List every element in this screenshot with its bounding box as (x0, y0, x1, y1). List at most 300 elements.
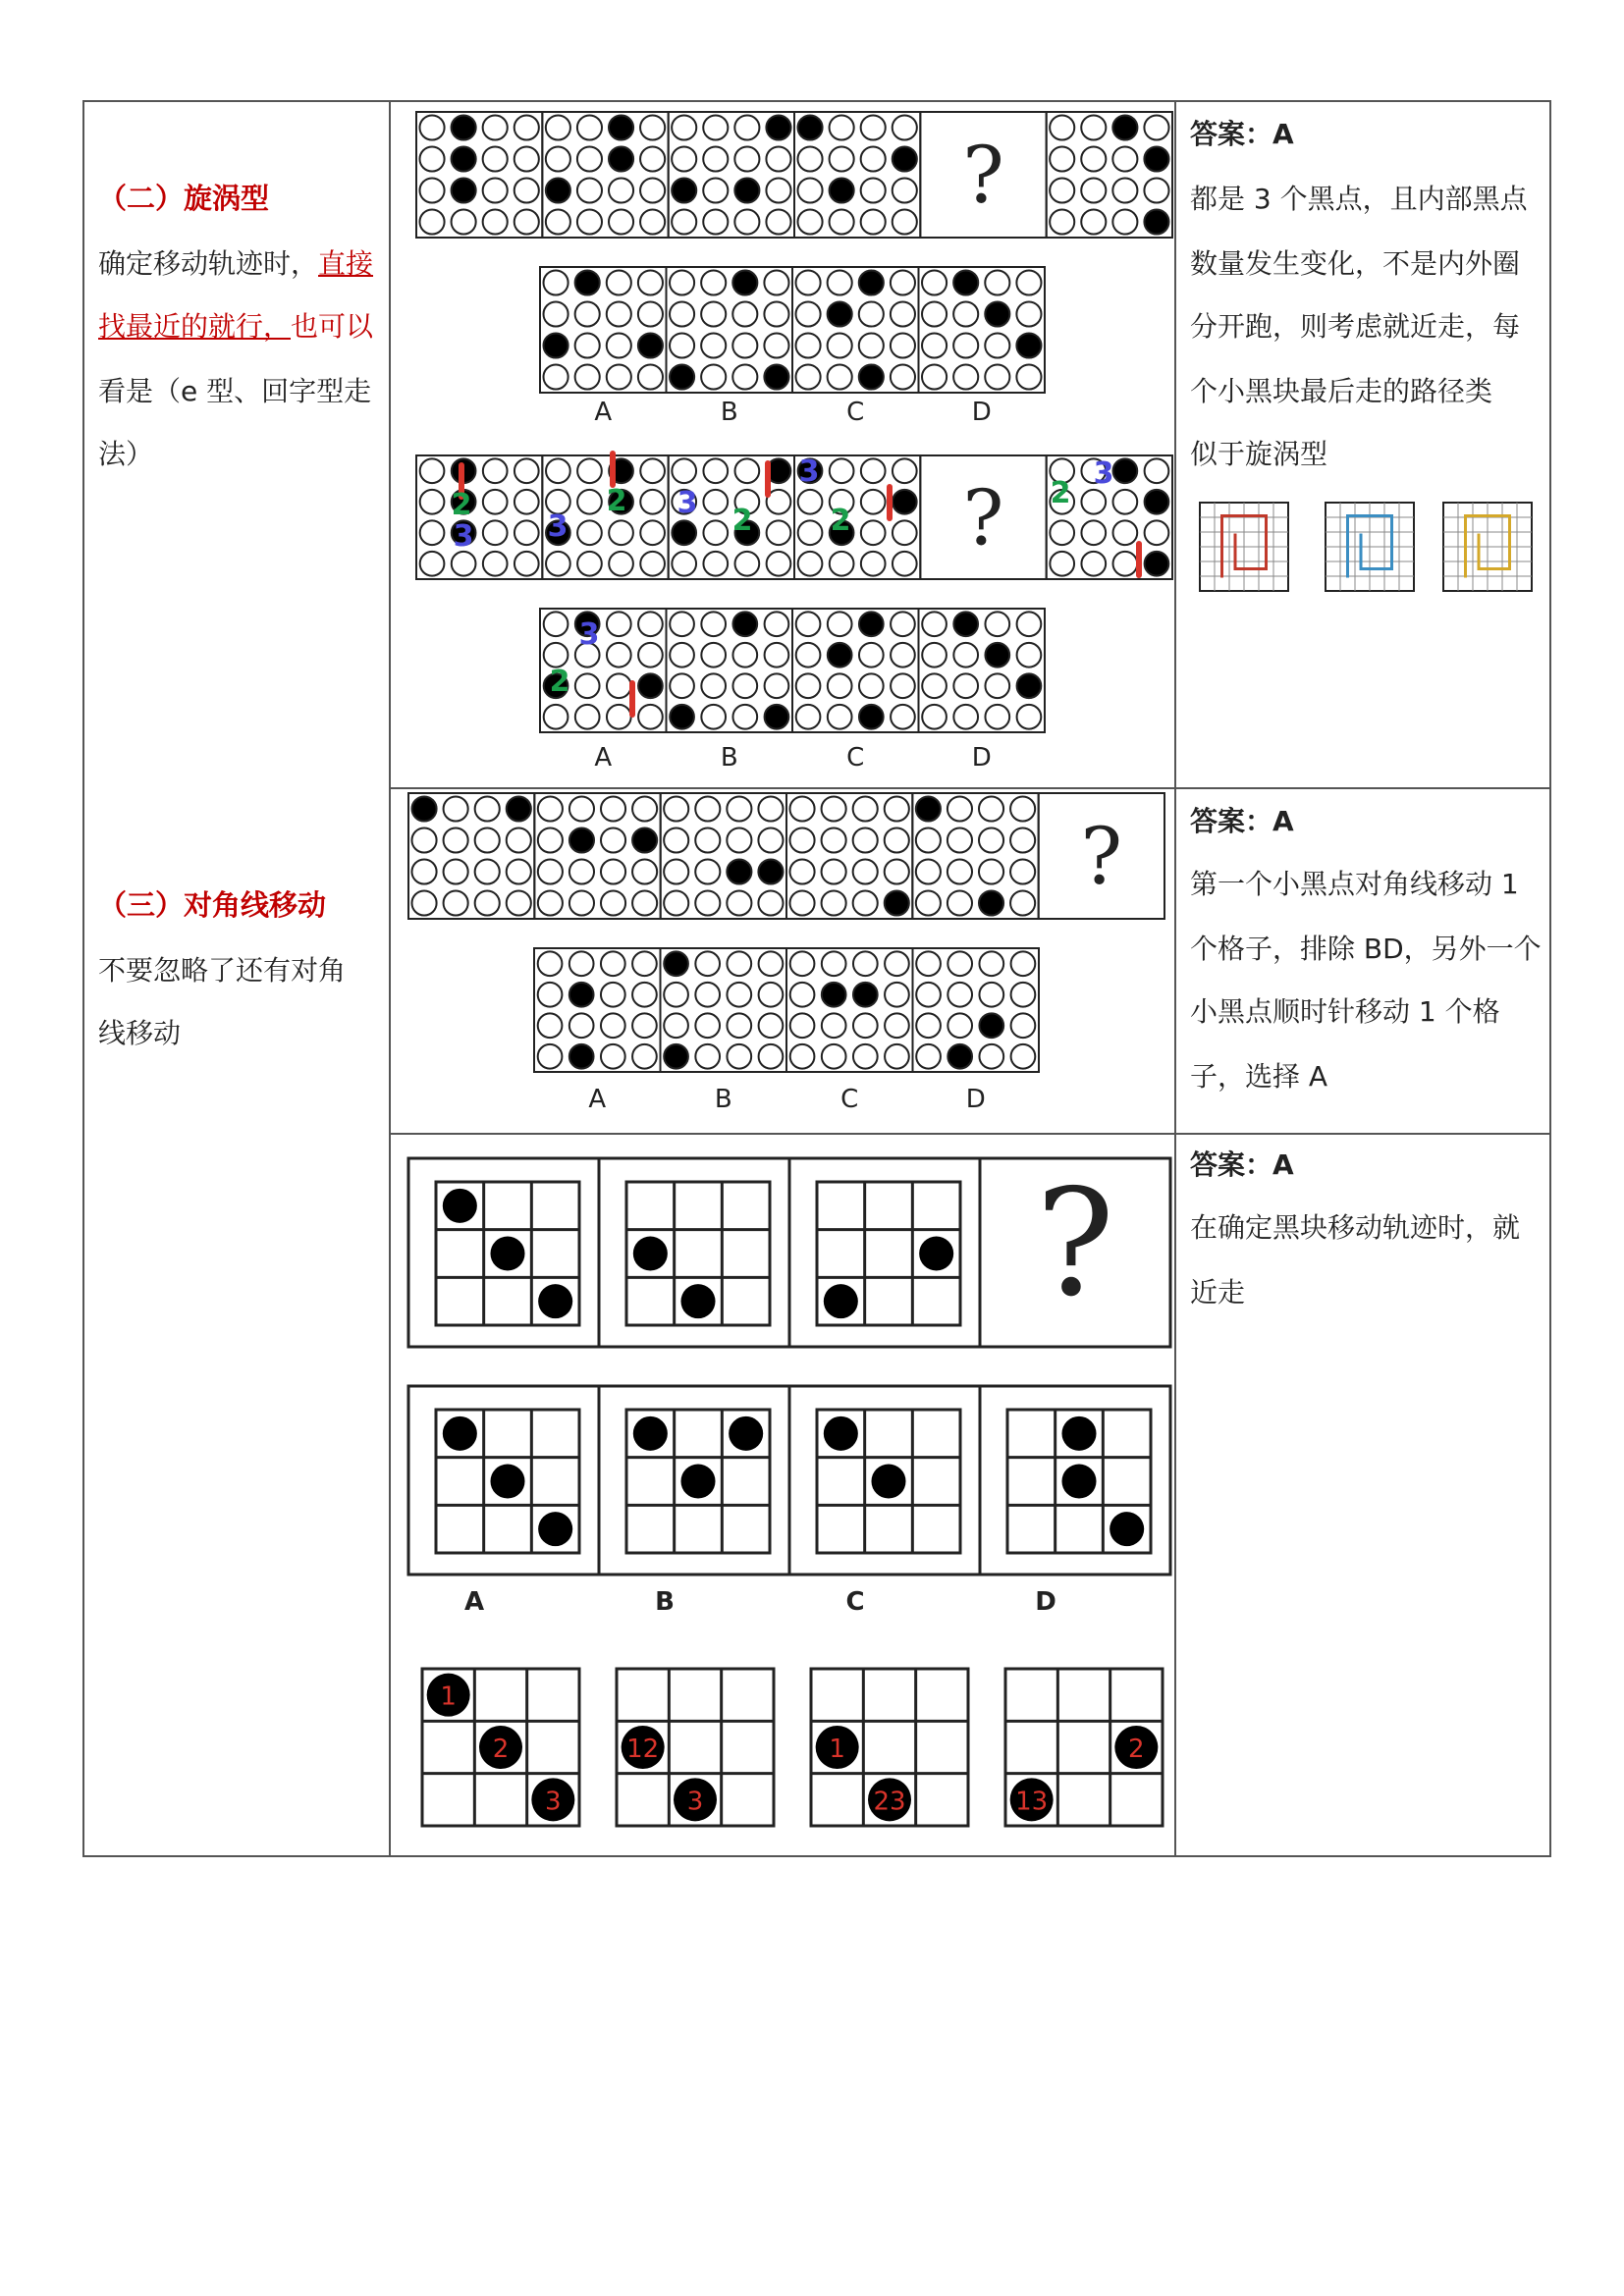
empty-dot (444, 890, 468, 915)
empty-dot (727, 1044, 751, 1069)
empty-dot (638, 301, 663, 326)
black-dot (1061, 1464, 1096, 1498)
empty-dot (732, 333, 757, 357)
empty-dot (609, 552, 633, 576)
empty-dot (953, 643, 978, 667)
empty-dot (632, 951, 657, 976)
option-label-c: C (845, 1587, 865, 1617)
answer-2-line-4: 子，选择 A (1190, 1060, 1328, 1093)
filled-dot (766, 115, 790, 139)
black-dot (680, 1284, 715, 1318)
empty-dot (922, 643, 947, 667)
black-dot (538, 1284, 572, 1318)
empty-dot (609, 520, 633, 545)
filled-dot (947, 1044, 972, 1069)
option-label-b: B (714, 1085, 732, 1114)
answer-1-line-4: 个小黑块最后走的路径类 (1190, 375, 1493, 407)
empty-dot (891, 612, 915, 636)
empty-dot (703, 520, 728, 545)
empty-dot (885, 859, 909, 883)
empty-dot (544, 301, 568, 326)
empty-dot (632, 890, 657, 915)
empty-dot (607, 301, 631, 326)
empty-dot (452, 552, 476, 576)
filled-dot (672, 520, 696, 545)
empty-dot (664, 1013, 688, 1038)
empty-dot (577, 115, 602, 139)
filled-dot (734, 178, 759, 202)
filled-dot (1145, 552, 1169, 576)
filled-dot (452, 146, 476, 171)
empty-dot (577, 178, 602, 202)
empty-dot (1081, 552, 1106, 576)
empty-dot (420, 520, 445, 545)
filled-dot (632, 828, 657, 852)
filled-dot (638, 673, 663, 698)
filled-dot (1144, 209, 1168, 234)
empty-dot (765, 612, 789, 636)
empty-dot (767, 520, 791, 545)
empty-dot (577, 490, 602, 514)
empty-dot (1016, 364, 1041, 389)
empty-dot (1010, 890, 1035, 915)
empty-dot (444, 796, 468, 821)
answer-3-title: 答案：A (1190, 1148, 1294, 1181)
empty-dot (703, 490, 728, 514)
empty-dot (1017, 643, 1042, 667)
empty-dot (695, 983, 720, 1007)
empty-dot (544, 612, 568, 636)
empty-dot (701, 270, 726, 294)
empty-dot (828, 333, 852, 357)
empty-dot (695, 1044, 720, 1069)
empty-dot (796, 301, 821, 326)
black-dot (919, 1236, 953, 1270)
filled-dot (953, 270, 978, 294)
empty-dot (922, 333, 947, 357)
empty-dot (569, 1013, 594, 1038)
filled-dot (859, 270, 884, 294)
empty-dot (507, 828, 531, 852)
empty-dot (601, 1044, 625, 1069)
step-number: 1 (440, 1682, 457, 1712)
blue-marker: 3 (677, 486, 698, 520)
answer-1-line-2: 数量发生变化，不是内外圈 (1190, 247, 1521, 280)
empty-dot (789, 796, 814, 821)
answer-3-line-2: 近走 (1190, 1276, 1246, 1308)
empty-dot (664, 828, 688, 852)
empty-dot (546, 115, 570, 139)
empty-dot (1113, 552, 1138, 576)
empty-dot (916, 890, 941, 915)
option-label-c: C (840, 1085, 859, 1114)
filled-dot (859, 364, 884, 389)
section-3-line-2: 线移动 (98, 1017, 182, 1049)
empty-dot (953, 333, 978, 357)
empty-dot (483, 520, 508, 545)
empty-dot (922, 270, 947, 294)
option-label-a: A (463, 1587, 485, 1617)
empty-dot (538, 983, 563, 1007)
empty-dot (893, 178, 917, 202)
empty-dot (640, 520, 665, 545)
option-label-b: B (720, 398, 738, 427)
empty-dot (861, 520, 886, 545)
empty-dot (483, 552, 508, 576)
empty-dot (796, 333, 821, 357)
empty-dot (861, 490, 886, 514)
empty-dot (664, 859, 688, 883)
empty-dot (475, 796, 500, 821)
empty-dot (1011, 951, 1036, 976)
empty-dot (797, 146, 822, 171)
empty-dot (638, 705, 663, 729)
empty-dot (670, 333, 694, 357)
empty-dot (796, 705, 821, 729)
empty-dot (789, 890, 814, 915)
filled-dot (1112, 115, 1137, 139)
option-label-a: A (594, 398, 613, 427)
section-2-line-3: 看是（e 型、回字型走 (98, 375, 372, 407)
empty-dot (797, 209, 822, 234)
black-dot (729, 1416, 763, 1451)
empty-dot (514, 552, 539, 576)
filled-dot (830, 178, 854, 202)
empty-dot (979, 828, 1003, 852)
empty-dot (922, 612, 947, 636)
empty-dot (1081, 178, 1106, 202)
empty-dot (1010, 828, 1035, 852)
empty-dot (1081, 209, 1106, 234)
empty-dot (695, 828, 720, 852)
empty-dot (727, 1013, 751, 1038)
empty-dot (695, 951, 720, 976)
filled-dot (727, 859, 751, 883)
empty-dot (483, 209, 508, 234)
empty-dot (514, 178, 539, 202)
filled-dot (1017, 673, 1042, 698)
empty-dot (893, 209, 917, 234)
empty-dot (601, 828, 625, 852)
empty-dot (853, 1013, 878, 1038)
empty-dot (797, 178, 822, 202)
empty-dot (475, 828, 500, 852)
empty-dot (569, 951, 594, 976)
empty-dot (695, 859, 720, 883)
empty-dot (632, 1013, 657, 1038)
empty-dot (544, 643, 568, 667)
empty-dot (885, 1044, 909, 1069)
step-number: 3 (545, 1787, 562, 1817)
black-dot (443, 1416, 477, 1451)
empty-dot (922, 673, 947, 698)
filled-dot (664, 951, 688, 976)
filled-dot (758, 859, 783, 883)
empty-dot (672, 209, 696, 234)
empty-dot (1017, 705, 1042, 729)
empty-dot (885, 796, 909, 821)
empty-dot (703, 458, 728, 483)
empty-dot (758, 796, 783, 821)
empty-dot (727, 951, 751, 976)
empty-dot (727, 983, 751, 1007)
empty-dot (475, 859, 500, 883)
filled-dot (452, 178, 476, 202)
empty-dot (670, 270, 694, 294)
step-number: 13 (1015, 1787, 1049, 1817)
section-2-title: （二）旋涡型 (98, 182, 270, 215)
empty-dot (766, 209, 790, 234)
empty-dot (985, 333, 1009, 357)
green-marker: 2 (731, 504, 753, 538)
empty-dot (789, 859, 814, 883)
empty-dot (672, 115, 696, 139)
empty-dot (483, 490, 508, 514)
black-dot (680, 1464, 715, 1498)
empty-dot (859, 673, 884, 698)
empty-dot (947, 890, 972, 915)
empty-dot (544, 270, 568, 294)
empty-dot (766, 178, 790, 202)
section-3-line-1: 不要忽略了还有对角 (98, 954, 347, 987)
empty-dot (483, 146, 508, 171)
empty-dot (979, 983, 1003, 1007)
empty-dot (1010, 859, 1035, 883)
empty-dot (1050, 146, 1074, 171)
black-dot (824, 1284, 858, 1318)
empty-dot (640, 490, 665, 514)
filled-dot (546, 178, 570, 202)
empty-dot (891, 333, 915, 357)
empty-dot (575, 301, 600, 326)
empty-dot (891, 270, 915, 294)
empty-dot (1050, 520, 1074, 545)
answer-1-line-1: 都是 3 个黑点，且内部黑点 (1190, 183, 1528, 215)
empty-dot (703, 178, 728, 202)
empty-dot (575, 673, 600, 698)
filled-dot (885, 890, 909, 915)
empty-dot (607, 612, 631, 636)
empty-dot (577, 209, 602, 234)
empty-dot (577, 458, 602, 483)
empty-dot (411, 859, 436, 883)
empty-dot (861, 115, 886, 139)
empty-dot (1016, 301, 1041, 326)
empty-dot (607, 705, 631, 729)
empty-dot (607, 643, 631, 667)
empty-dot (796, 270, 821, 294)
empty-dot (861, 209, 886, 234)
empty-dot (759, 1013, 784, 1038)
filled-dot (979, 1013, 1003, 1038)
empty-dot (798, 552, 823, 576)
empty-dot (764, 333, 788, 357)
empty-dot (830, 115, 854, 139)
empty-dot (727, 796, 751, 821)
empty-dot (1050, 178, 1074, 202)
step-number: 23 (873, 1787, 906, 1817)
empty-dot (695, 890, 720, 915)
empty-dot (853, 1044, 878, 1069)
black-dot (1061, 1416, 1096, 1451)
empty-dot (734, 209, 759, 234)
empty-dot (947, 828, 972, 852)
filled-dot (575, 270, 600, 294)
empty-dot (822, 1044, 846, 1069)
empty-dot (483, 115, 508, 139)
empty-dot (764, 270, 788, 294)
empty-dot (569, 890, 594, 915)
filled-dot (1113, 458, 1138, 483)
filled-dot (544, 333, 568, 357)
empty-dot (885, 1013, 909, 1038)
empty-dot (861, 146, 886, 171)
empty-dot (891, 705, 915, 729)
filled-dot (859, 705, 884, 729)
empty-dot (538, 859, 563, 883)
empty-dot (893, 458, 917, 483)
empty-dot (1113, 490, 1138, 514)
empty-dot (796, 364, 821, 389)
black-dot (443, 1189, 477, 1223)
option-label-d: D (971, 743, 992, 773)
answer-2-line-3: 小黑点顺时针移动 1 个格 (1190, 995, 1500, 1028)
empty-dot (601, 951, 625, 976)
empty-dot (790, 983, 815, 1007)
empty-dot (701, 333, 726, 357)
empty-dot (638, 612, 663, 636)
empty-dot (891, 643, 915, 667)
filled-dot (670, 364, 694, 389)
filled-dot (953, 612, 978, 636)
empty-dot (672, 552, 696, 576)
empty-dot (483, 458, 508, 483)
filled-dot (569, 983, 594, 1007)
empty-dot (947, 951, 972, 976)
empty-dot (759, 1044, 784, 1069)
empty-dot (475, 890, 500, 915)
question-mark: ? (1080, 811, 1123, 903)
black-dot (871, 1464, 905, 1498)
empty-dot (767, 552, 791, 576)
empty-dot (953, 705, 978, 729)
option-label-d: D (971, 398, 992, 427)
empty-dot (1050, 209, 1074, 234)
question-mark: ? (962, 473, 1004, 563)
section-2-line-4: 法） (98, 438, 154, 470)
empty-dot (828, 270, 852, 294)
empty-dot (822, 1013, 846, 1038)
empty-dot (916, 1013, 941, 1038)
empty-dot (538, 890, 563, 915)
empty-dot (822, 951, 846, 976)
empty-dot (703, 146, 728, 171)
empty-dot (893, 552, 917, 576)
empty-dot (546, 552, 570, 576)
empty-dot (861, 178, 886, 202)
empty-dot (701, 301, 726, 326)
option-label-d: D (1035, 1587, 1056, 1617)
empty-dot (765, 643, 789, 667)
empty-dot (1113, 520, 1138, 545)
empty-dot (790, 951, 815, 976)
empty-dot (893, 520, 917, 545)
empty-dot (609, 209, 633, 234)
empty-dot (1144, 178, 1168, 202)
empty-dot (764, 301, 788, 326)
empty-dot (1112, 209, 1137, 234)
blue-marker: 3 (798, 454, 820, 489)
empty-dot (853, 796, 878, 821)
empty-dot (979, 1044, 1003, 1069)
empty-dot (640, 458, 665, 483)
empty-dot (861, 458, 886, 483)
empty-dot (1050, 552, 1074, 576)
filled-dot (828, 643, 852, 667)
empty-dot (640, 209, 665, 234)
empty-dot (632, 859, 657, 883)
empty-dot (444, 859, 468, 883)
empty-dot (1011, 1013, 1036, 1038)
filled-dot (664, 1044, 688, 1069)
answer-2-line-2: 个格子，排除 BD，另外一个 (1190, 933, 1542, 965)
empty-dot (569, 859, 594, 883)
black-dot (633, 1236, 668, 1270)
s2-l2-highlight: 找最近的就行， (98, 310, 292, 343)
empty-dot (601, 859, 625, 883)
empty-dot (796, 643, 821, 667)
empty-dot (979, 951, 1003, 976)
empty-dot (734, 115, 759, 139)
empty-dot (947, 796, 972, 821)
empty-dot (695, 1013, 720, 1038)
option-label-b: B (720, 743, 738, 773)
empty-dot (759, 951, 784, 976)
empty-dot (577, 520, 602, 545)
blue-marker: 3 (578, 617, 600, 652)
empty-dot (822, 859, 846, 883)
empty-dot (732, 301, 757, 326)
empty-dot (701, 364, 726, 389)
answer-2-line-1: 第一个小黑点对角线移动 1 (1190, 868, 1519, 900)
empty-dot (796, 612, 821, 636)
empty-dot (507, 859, 531, 883)
empty-dot (411, 890, 436, 915)
section-3-title: （三）对角线移动 (98, 888, 327, 922)
empty-dot (703, 209, 728, 234)
black-dot (824, 1416, 858, 1451)
empty-dot (916, 951, 941, 976)
filled-dot (893, 146, 917, 171)
empty-dot (985, 270, 1009, 294)
green-marker: 2 (451, 488, 472, 522)
empty-dot (732, 364, 757, 389)
blue-marker: 3 (453, 519, 474, 554)
empty-dot (985, 705, 1009, 729)
empty-dot (859, 301, 884, 326)
empty-dot (732, 643, 757, 667)
empty-dot (798, 490, 823, 514)
empty-dot (953, 673, 978, 698)
empty-dot (420, 458, 445, 483)
empty-dot (947, 1013, 972, 1038)
empty-dot (953, 364, 978, 389)
empty-dot (922, 364, 947, 389)
empty-dot (419, 115, 444, 139)
empty-dot (701, 673, 726, 698)
empty-dot (546, 146, 570, 171)
empty-dot (979, 796, 1003, 821)
